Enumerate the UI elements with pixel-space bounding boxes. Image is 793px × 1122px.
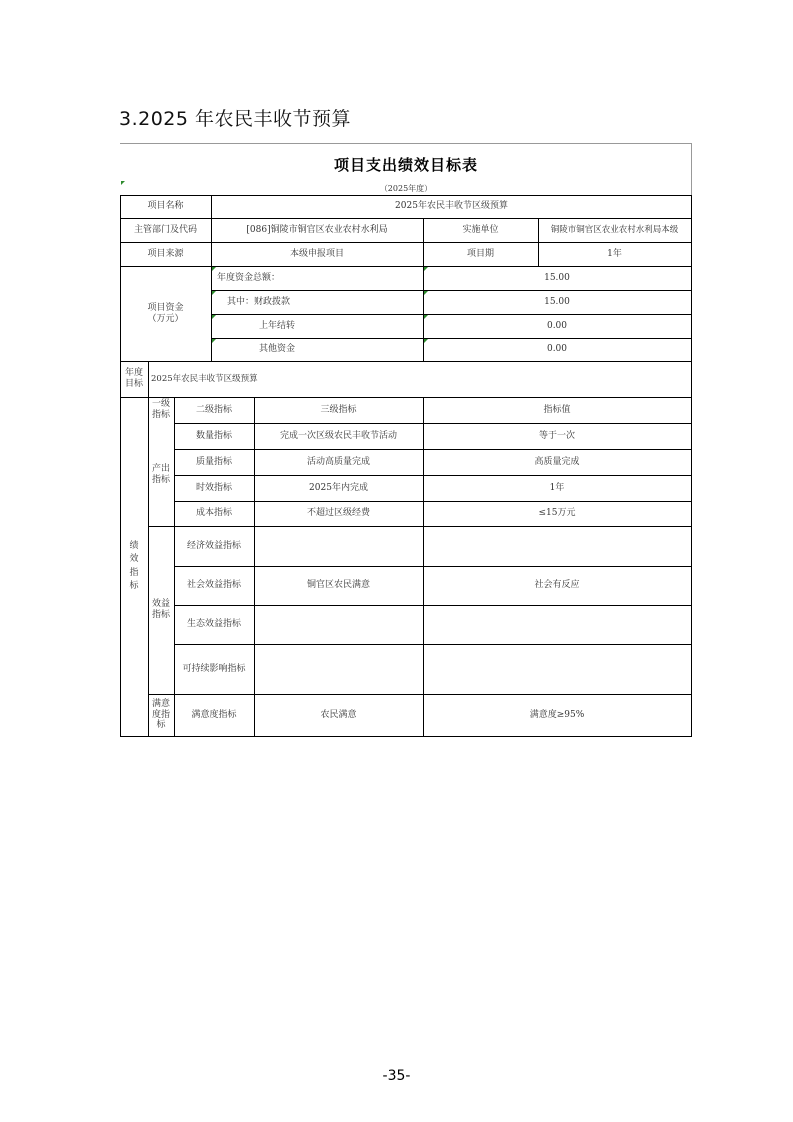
index-value-header: 指标值 — [543, 404, 571, 415]
dept-value: [086]铜陵市铜官区农业农村水利局 — [246, 224, 388, 235]
annual-goal-value: 2025年农民丰收节区级预算 — [151, 373, 258, 384]
benefit-level2: 社会效益指标 — [186, 580, 241, 591]
output-level2: 数量指标 — [195, 430, 232, 441]
annual-goal-label-1: 年度 — [124, 368, 143, 379]
level1-header — [148, 397, 174, 423]
benefit-level2: 可持续影响指标 — [182, 663, 246, 674]
benefit-level2: 经济效益指标 — [186, 540, 241, 551]
satisfaction-label-3: 标 — [156, 720, 166, 731]
level1-header-1: 一级 — [151, 399, 170, 410]
output-value: 1年 — [549, 482, 565, 493]
perf-char: 绩 — [129, 541, 139, 552]
source-label: 项目来源 — [147, 248, 184, 259]
dept-label: 主管部门及代码 — [133, 224, 197, 235]
output-level3: 完成一次区级农民丰收节活动 — [279, 430, 397, 441]
perf-char: 指 — [129, 567, 139, 578]
output-value: 高质量完成 — [534, 456, 580, 467]
fiscal-label: 其中：财政拨款 — [227, 296, 291, 307]
output-level2: 时效指标 — [195, 482, 232, 493]
source-value: 本级申报项目 — [289, 248, 344, 259]
output-indicator-label — [148, 423, 174, 526]
table-title: 项目支出绩效目标表 — [333, 156, 478, 174]
output-level3: 2025年内完成 — [309, 482, 368, 493]
satisfaction-label-2: 度指 — [151, 709, 170, 720]
satisfaction-indicator-label — [148, 694, 174, 736]
last-year-label: 上年结转 — [259, 320, 296, 331]
satisfaction-level2: 满意度指标 — [191, 709, 237, 720]
impl-unit-value: 铜陵市铜官区农业农村水利局本级 — [550, 224, 679, 235]
benefit-label-1: 效益 — [151, 599, 170, 610]
output-value: ≤15万元 — [538, 508, 576, 519]
benefit-level3 — [254, 605, 423, 644]
annual-goal-label-2: 目标 — [124, 379, 143, 389]
benefit-label-2: 指标 — [151, 610, 170, 620]
last-year-value: 0.00 — [546, 320, 568, 331]
perf-indicator-label — [120, 397, 148, 736]
output-level3: 不超过区级经费 — [306, 508, 370, 519]
output-level2: 成本指标 — [195, 508, 232, 519]
performance-target-table — [120, 143, 692, 737]
year-note: （2025年度） — [379, 184, 433, 194]
benefit-indicator-label — [148, 526, 174, 694]
benefit-level3: 铜官区农民满意 — [306, 580, 370, 591]
output-level3: 活动高质量完成 — [306, 456, 370, 467]
funds-unit-text: （万元） — [147, 313, 184, 324]
annual-total-value: 15.00 — [544, 272, 570, 283]
level3-header: 三级指标 — [320, 404, 357, 415]
benefit-value — [423, 644, 691, 694]
benefit-level3 — [254, 644, 423, 694]
output-label-1: 产出 — [151, 463, 170, 474]
benefit-value — [423, 526, 691, 566]
period-value: 1年 — [607, 248, 622, 259]
project-name-value: 2025年农民丰收节区级预算 — [395, 201, 508, 212]
satisfaction-level3: 农民满意 — [320, 709, 357, 720]
benefit-value — [423, 605, 691, 644]
output-level2: 质量指标 — [195, 456, 232, 467]
annual-total-label: 年度资金总额： — [217, 272, 281, 283]
page-number: -35- — [382, 1068, 411, 1084]
period-label: 项目期 — [466, 248, 494, 259]
benefit-level2: 生态效益指标 — [186, 619, 241, 630]
perf-char: 效 — [129, 554, 139, 565]
output-value: 等于一次 — [538, 430, 575, 441]
satisfaction-label-1: 满意 — [151, 699, 170, 710]
annual-goal-label — [120, 361, 148, 397]
perf-char: 标 — [129, 580, 139, 591]
level2-header: 二级指标 — [195, 404, 232, 415]
funds-label-text: 项目资金 — [147, 302, 184, 313]
benefit-value: 社会有反应 — [534, 580, 580, 591]
other-funds-value: 0.00 — [546, 344, 568, 355]
benefit-level3 — [254, 526, 423, 566]
impl-unit-label: 实施单位 — [462, 224, 499, 235]
satisfaction-value: 满意度≥95% — [529, 709, 585, 720]
output-label-2: 指标 — [151, 474, 170, 485]
fiscal-value: 15.00 — [544, 296, 570, 307]
project-name-label: 项目名称 — [147, 201, 184, 212]
other-funds-label: 其他资金 — [259, 344, 296, 355]
level1-header-2: 指标 — [151, 410, 170, 420]
funds-label — [120, 266, 211, 361]
section-heading: 3.2025 年农民丰收节预算 — [119, 108, 352, 130]
